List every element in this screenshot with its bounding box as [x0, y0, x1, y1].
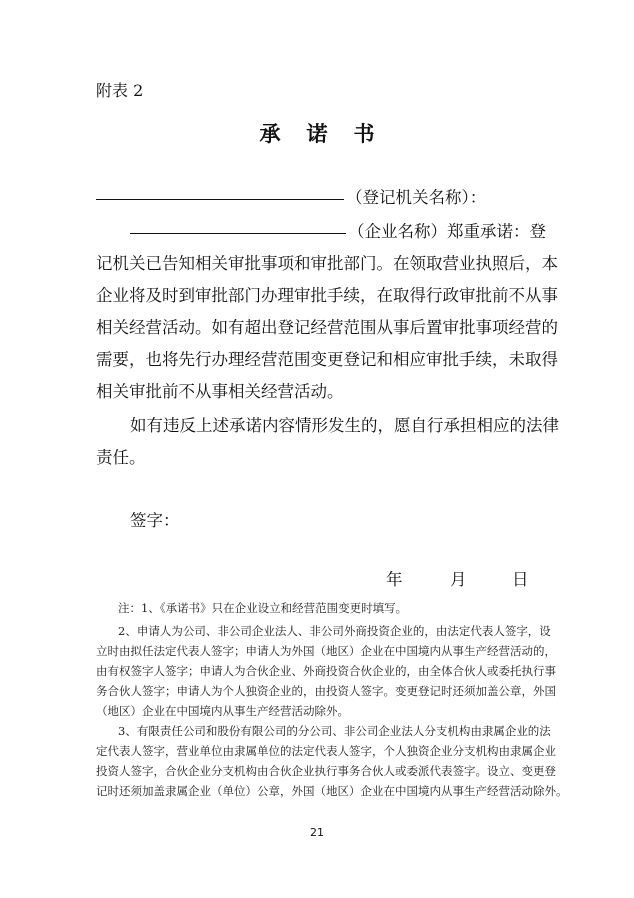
paragraph-2-line-2: 责任。 [96, 448, 146, 467]
note-2-line-4: 务合伙人签字；申请人为个人独资企业的，由投资人签字。变更登记时还须加盖公章，外国 [96, 684, 556, 698]
note-3-line-4: 记时还须加盖隶属企业（单位）公章，外国（地区）企业在中国境内从事生产经营活动除外。 [96, 784, 568, 798]
note-2-line-5: （地区）企业在中国境内从事生产经营活动除外。 [96, 704, 349, 718]
note-3-line-3: 投资人签字，合伙企业分支机构由合伙企业执行事务合伙人或委派代表签字。设立、变更登 [96, 764, 556, 778]
date-month: 月 [450, 570, 467, 589]
paragraph-1-line-4: 相关经营活动。如有超出登记经营范围从事后置审批事项经营的 [96, 318, 558, 337]
company-name-label: （企业名称）郑重承诺：登 [348, 222, 546, 241]
paragraph-1-line-3: 企业将及时到审批部门办理审批手续，在取得行政审批前不从事 [96, 286, 558, 305]
note-2-line-2: 立时由拟任法定代表人签字；申请人为外国（地区）企业在中国境内从事生产经营活动的， [96, 644, 556, 658]
note-2-line-1: 2、申请人为公司、非公司企业法人、非公司外商投资企业的，由法定代表人签字，设 [118, 624, 551, 638]
signature-label: 签字： [130, 511, 180, 530]
date-day: 日 [512, 570, 529, 589]
paragraph-1-line-2: 记机关已告知相关审批事项和审批部门。在领取营业执照后，本 [96, 254, 558, 273]
page-number: 21 [310, 826, 324, 839]
note-3-line-2: 定代表人签字，营业单位由隶属单位的法定代表人签字，个人独资企业分支机构由隶属企业 [96, 744, 556, 758]
note-3-line-1: 3、有限责任公司和股份有限公司的分公司、非公司企业法人分支机构由隶属企业的法 [118, 724, 551, 738]
paragraph-1-line-6: 相关审批前不从事相关经营活动。 [96, 382, 344, 401]
note-2-line-3: 由有权签字人签字；申请人为合伙企业、外商投资合伙企业的，由全体合伙人或委托执行事 [96, 664, 556, 678]
document-title: 承诺书 [259, 121, 401, 146]
blank-line-registration-authority [96, 198, 344, 200]
annex-label: 附表 2 [96, 81, 144, 100]
addressee-label: （登记机关名称）： [346, 188, 487, 207]
paragraph-1-line-5: 需要，也将先行办理经营范围变更登记和相应审批手续，未取得 [96, 350, 558, 369]
date-year: 年 [386, 570, 403, 589]
paragraph-2-line-1: 如有违反上述承诺内容情形发生的，愿自行承担相应的法律 [130, 416, 559, 435]
blank-line-company-name [130, 232, 346, 234]
note-1: 注：1、《承诺书》只在企业设立和经营范围变更时填写。 [118, 601, 408, 615]
